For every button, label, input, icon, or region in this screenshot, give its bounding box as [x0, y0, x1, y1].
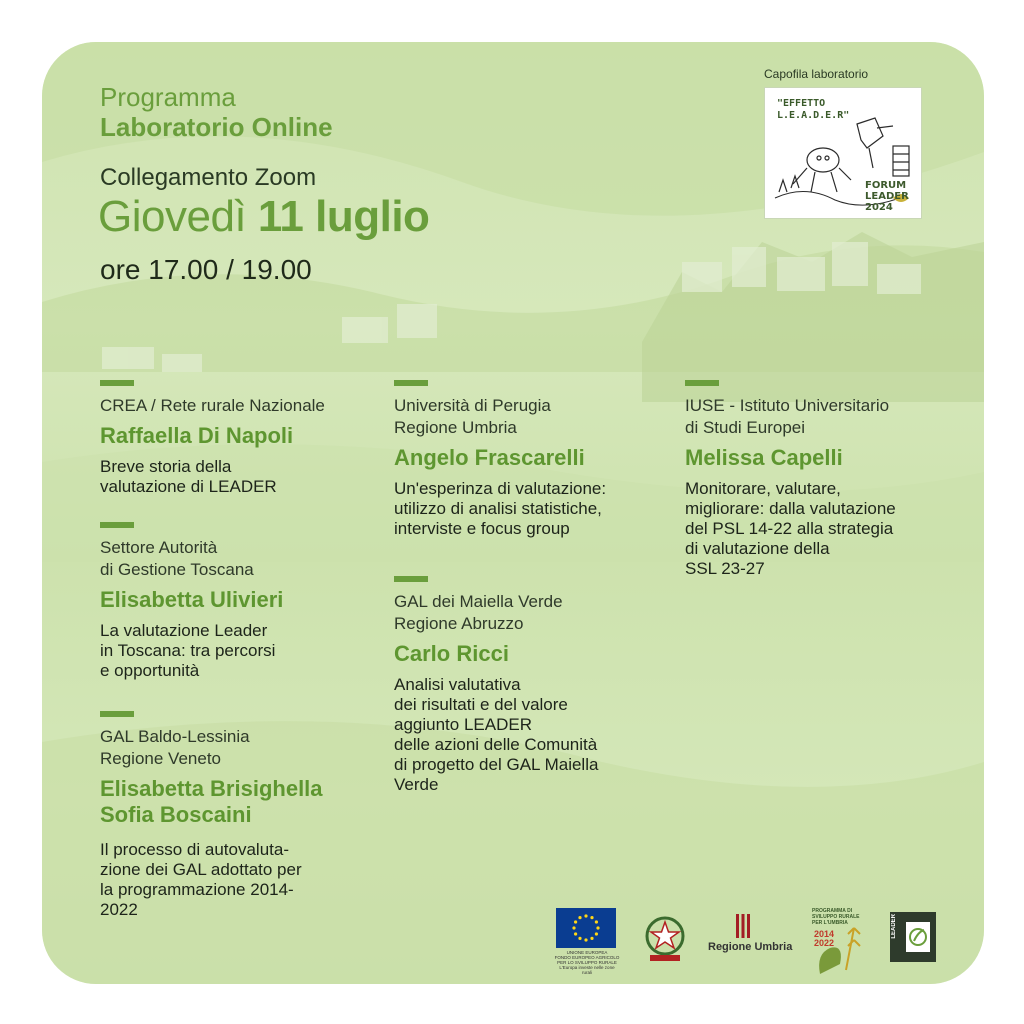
section-dash [100, 380, 134, 386]
eu-flag-icon [556, 908, 616, 948]
speaker-block [100, 522, 400, 681]
section-dash [685, 380, 719, 386]
psr-years: 2014 2022 [814, 929, 835, 948]
event-time: ore 17.00 / 19.00 [100, 254, 312, 285]
speaker-organization: CREA / Rete rurale Nazionale [100, 396, 325, 415]
speaker-name: Elisabetta Brisighella Sofia Boscaini [100, 776, 323, 827]
speaker-topic: Il processo di autovaluta- zione dei GAL adottato per la programmazione 2014- 2022 [100, 840, 302, 919]
speaker-topic: Breve storia della valutazione di LEADER [100, 457, 277, 496]
logo-forum-text: FORUM LEADER 2024 [865, 180, 909, 213]
program-label: Programma [100, 82, 236, 112]
effetto-leader-logo [764, 87, 922, 219]
event-card [42, 42, 984, 984]
event-date [98, 192, 429, 242]
speaker-block [685, 380, 984, 579]
speaker-name: Melissa Capelli [685, 445, 843, 470]
section-dash [100, 711, 134, 717]
speaker-block [394, 380, 694, 539]
section-dash [100, 522, 134, 528]
speaker-name: Elisabetta Ulivieri [100, 587, 284, 612]
date-day: Giovedì [98, 192, 247, 241]
speaker-topic: La valutazione Leader in Toscana: tra percorsi e opportunità [100, 621, 276, 680]
psr-caption: PROGRAMMA DI SVILUPPO RURALE PER L'UMBRIA [812, 908, 860, 926]
speaker-block [100, 711, 400, 920]
capofila-label: Capofila laboratorio [764, 67, 869, 81]
speaker-organization: GAL Baldo-Lessinia Regione Veneto [100, 727, 250, 768]
section-dash [394, 380, 428, 386]
speaker-organization: Settore Autorità di Gestione Toscana [100, 538, 254, 579]
speaker-topic: Analisi valutativa dei risultati e del valore aggiunto LEADER delle azioni delle Comunità di progetto del GAL Maiella Verde [394, 675, 599, 794]
speaker-topic: Un'esperinza di valutazione: utilizzo di analisi statistiche, interviste e focus group [394, 479, 607, 538]
speaker-block [394, 576, 694, 795]
speaker-organization: GAL dei Maiella Verde Regione Abruzzo [394, 592, 563, 633]
speaker-name: Angelo Frascarelli [394, 445, 585, 470]
speaker-topic: Monitorare, valutare, migliorare: dalla valutazione del PSL 14-22 alla strategia di valutazione della SSL 23-27 [685, 479, 896, 578]
connection-label: Collegamento Zoom [100, 164, 317, 191]
regione-umbria-icon [736, 914, 750, 938]
regione-umbria-label: Regione Umbria [708, 941, 793, 953]
logo-title: "EFFETTO L.E.A.D.E.R" [777, 98, 850, 121]
leader-logo-label: LEADER [891, 914, 897, 939]
speaker-organization: Università di Perugia Regione Umbria [394, 396, 551, 437]
date-number: 11 luglio [257, 192, 430, 241]
eu-caption: UNIONE EUROPEA FONDO EUROPEO AGRICOLO PER LO SVILUPPO RURALE L'Europa investe nelle zone rurali [554, 950, 620, 975]
italian-emblem-icon [642, 912, 688, 964]
speaker-name: Carlo Ricci [394, 641, 509, 666]
speaker-block [100, 380, 400, 497]
speaker-name: Raffaella Di Napoli [100, 423, 294, 448]
speaker-organization: IUSE - Istituto Universitario di Studi Europei [685, 396, 890, 437]
lab-title: Laboratorio Online [100, 112, 333, 142]
section-dash [394, 576, 428, 582]
